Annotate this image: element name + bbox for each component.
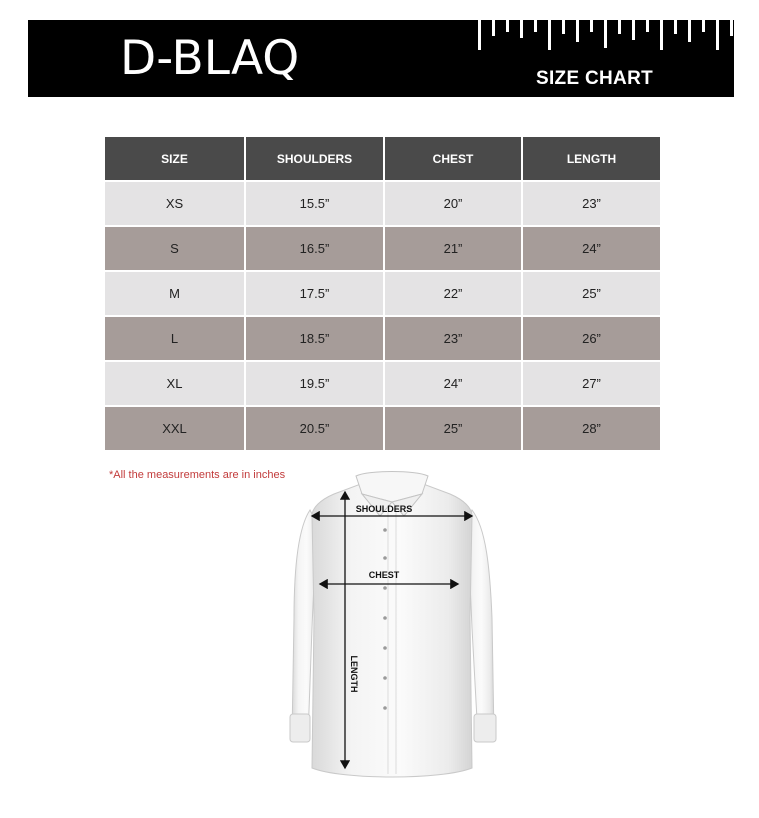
shirt-diagram [272, 468, 512, 786]
table-row [105, 272, 660, 315]
cell-size: XXL [105, 407, 244, 450]
cell-shoulders: 15.5” [246, 182, 383, 225]
cell-chest: 22” [385, 272, 521, 315]
column-header-size: SIZE [105, 137, 244, 180]
cell-length: 28” [523, 407, 660, 450]
cell-chest: 24” [385, 362, 521, 405]
cell-size: XS [105, 182, 244, 225]
cell-size: XL [105, 362, 244, 405]
cell-chest: 20” [385, 182, 521, 225]
cell-length: 25” [523, 272, 660, 315]
right-cuff [474, 714, 496, 742]
chest-label: CHEST [368, 570, 400, 580]
cell-chest: 23” [385, 317, 521, 360]
size-chart-title: SIZE CHART [536, 68, 653, 89]
column-header-chest: CHEST [385, 137, 521, 180]
shoulders-label: SHOULDERS [355, 504, 413, 514]
table-row [105, 182, 660, 225]
column-header-length: LENGTH [523, 137, 660, 180]
brand-logo: D-BLAQ [120, 31, 300, 86]
header-banner [28, 20, 734, 97]
cell-chest: 21” [385, 227, 521, 270]
cell-shoulders: 18.5” [246, 317, 383, 360]
shirt-body [312, 482, 472, 777]
cell-length: 26” [523, 317, 660, 360]
table-row [105, 317, 660, 360]
cell-size: S [105, 227, 244, 270]
cell-shoulders: 16.5” [246, 227, 383, 270]
cell-shoulders: 20.5” [246, 407, 383, 450]
left-cuff [290, 714, 310, 742]
cell-length: 23” [523, 182, 660, 225]
cell-size: M [105, 272, 244, 315]
measurement-note: *All the measurements are in inches [109, 469, 286, 481]
length-label: LENGTH [349, 655, 359, 693]
table-row [105, 227, 660, 270]
cell-length: 24” [523, 227, 660, 270]
cell-shoulders: 19.5” [246, 362, 383, 405]
cell-length: 27” [523, 362, 660, 405]
cell-shoulders: 17.5” [246, 272, 383, 315]
table-header-row [105, 137, 660, 180]
column-header-shoulders: SHOULDERS [246, 137, 383, 180]
cell-size: L [105, 317, 244, 360]
size-table [103, 135, 662, 452]
ruler-icon [474, 20, 734, 60]
cell-chest: 25” [385, 407, 521, 450]
table-row [105, 407, 660, 450]
table-row [105, 362, 660, 405]
